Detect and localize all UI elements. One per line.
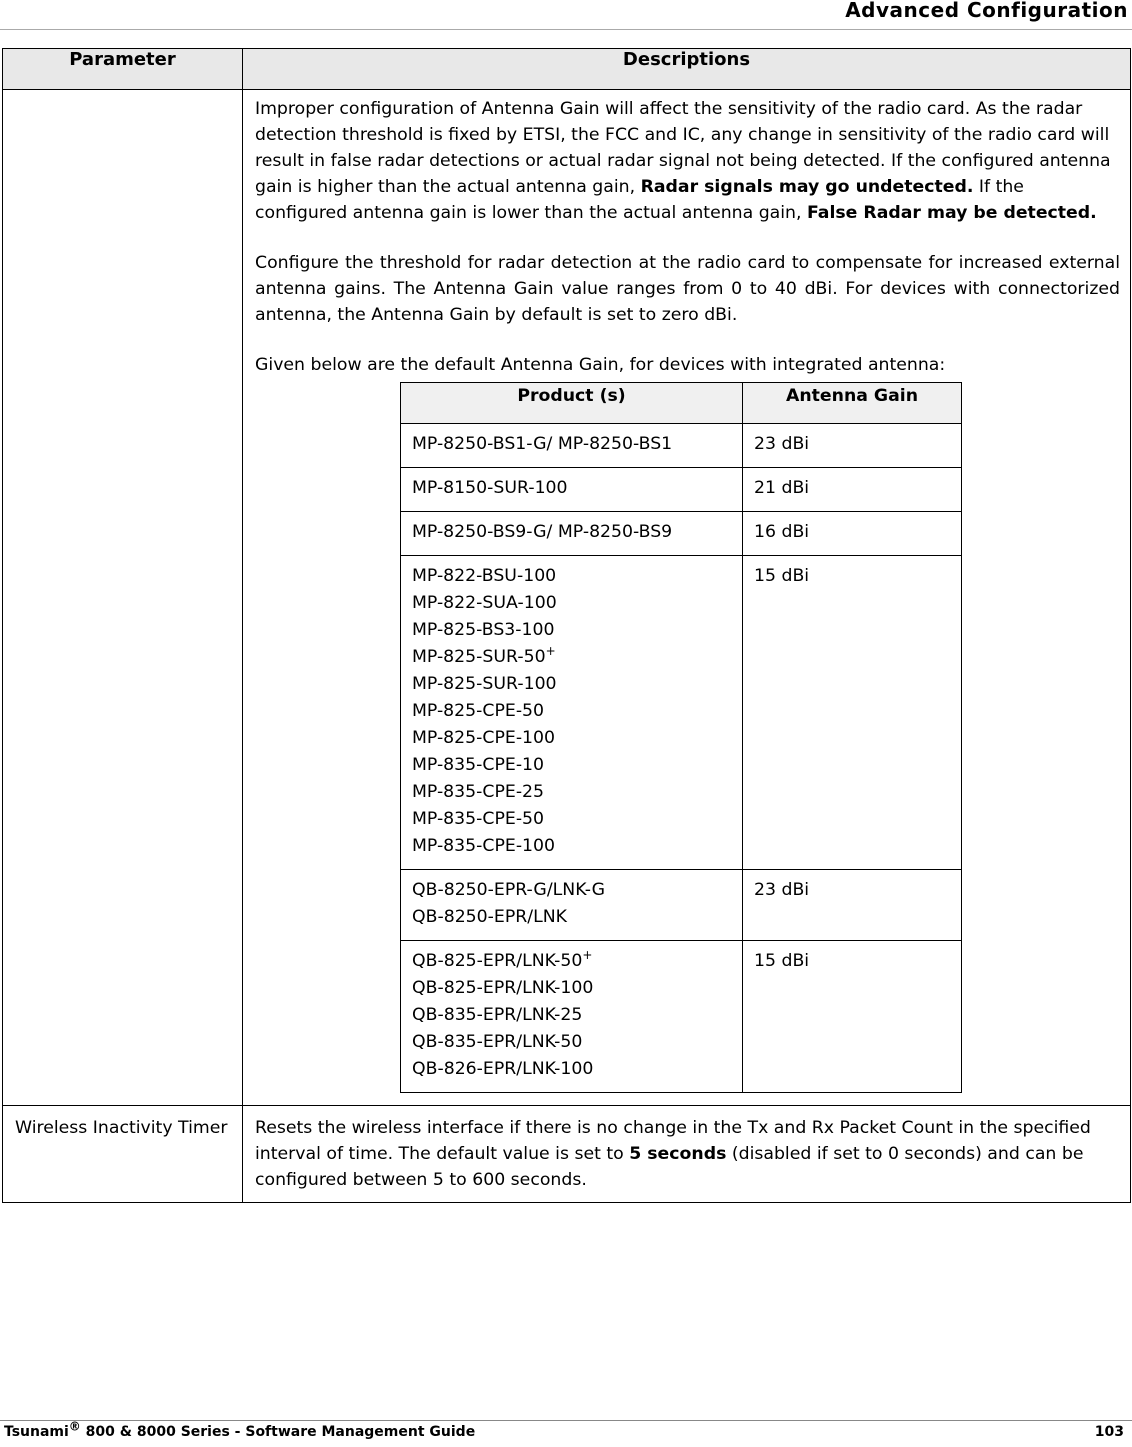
antenna-warning-paragraph: Improper configuration of Antenna Gain will affect the sensitivity of the radio card. As the radar detection threshold is fixed by ETSI, the FCC and IC, any change in sensitivity of the radio card will result in false radar detections or actual radar signal not being detected. If the configured antenna gain is higher than the actual antenna gain, Radar signals may go undetected. If the configured antenna gain is lower than the actual antenna gain, False Radar may be detected. — [255, 99, 1111, 223]
antenna-gain-cell: 23 dBi — [743, 870, 962, 941]
product-name: QB-825-EPR/LNK-50 — [412, 951, 583, 971]
page-header-title: Advanced Configuration — [845, 0, 1128, 22]
product-name: MP-825-SUR-100 — [412, 674, 557, 694]
product-name: QB-825-EPR/LNK-100 — [412, 978, 594, 998]
antenna-gain-cell: 16 dBi — [743, 512, 962, 556]
gain-table-row — [401, 468, 962, 512]
product-name: MP-835-CPE-10 — [412, 755, 545, 775]
product-name: MP-825-SUR-50 — [412, 647, 546, 667]
footer-guide-title: Tsunami® 800 & 8000 Series - Software Management Guide — [4, 1419, 476, 1440]
antenna-gain-cell: 21 dBi — [743, 468, 962, 512]
footer-divider — [0, 1420, 1132, 1421]
gain-table-header-row — [401, 383, 962, 424]
parameter-name: Wireless Inactivity Timer — [3, 1106, 243, 1203]
product-name: MP-825-CPE-100 — [412, 728, 556, 748]
product-name: MP-8250-BS9-G/ MP-8250-BS9 — [412, 522, 673, 542]
product-name: MP-825-BS3-100 — [412, 620, 555, 640]
column-header-descriptions: Descriptions — [243, 49, 1131, 90]
column-header-antenna-gain: Antenna Gain — [743, 383, 962, 424]
parameter-description: Resets the wireless interface if there is no change in the Tx and Rx Packet Count in the specified interval of time. The default value is set to 5 seconds (disabled if set to 0 seconds) and can be configured between 5 to 600 seconds. — [243, 1106, 1131, 1203]
antenna-threshold-paragraph: Configure the threshold for radar detection at the radio card to compensate for increased external antenna gains. The Antenna Gain value ranges from 0 to 40 dBi. For devices with connectorized antenna, the Antenna Gain by default is set to zero dBi. — [255, 253, 1120, 325]
column-header-parameter: Parameter — [3, 49, 243, 90]
product-cell — [401, 424, 743, 468]
product-name: MP-835-CPE-50 — [412, 809, 545, 829]
header-divider — [0, 29, 1132, 30]
product-name: MP-825-CPE-50 — [412, 701, 545, 721]
antenna-gain-table — [400, 382, 962, 1093]
product-name: MP-835-CPE-100 — [412, 836, 556, 856]
table-header-row — [3, 49, 1131, 90]
table-row-antenna-gain — [3, 90, 1131, 1106]
product-name: QB-835-EPR/LNK-25 — [412, 1005, 583, 1025]
gain-table-row — [401, 870, 962, 941]
parameter-table — [2, 48, 1131, 1203]
gain-table-row — [401, 941, 962, 1093]
product-cell — [401, 512, 743, 556]
product-name: MP-8250-BS1-G/ MP-8250-BS1 — [412, 434, 673, 454]
antenna-gain-cell: 15 dBi — [743, 556, 962, 870]
product-name: QB-8250-EPR/LNK — [412, 907, 567, 927]
antenna-gain-cell: 23 dBi — [743, 424, 962, 468]
description-cell — [243, 90, 1131, 1106]
product-cell — [401, 468, 743, 512]
product-cell — [401, 556, 743, 870]
plus-mark: + — [582, 948, 593, 963]
table-row-wireless-inactivity-timer — [3, 1106, 1131, 1203]
product-name: MP-822-BSU-100 — [412, 566, 557, 586]
product-name: QB-826-EPR/LNK-100 — [412, 1059, 594, 1079]
product-name: QB-8250-EPR-G/LNK-G — [412, 880, 605, 900]
gain-table-row — [401, 556, 962, 870]
column-header-product: Product (s) — [401, 383, 743, 424]
plus-mark: + — [545, 644, 556, 659]
product-cell — [401, 941, 743, 1093]
gain-table-row — [401, 424, 962, 468]
parameter-cell — [3, 90, 243, 1106]
product-name: MP-8150-SUR-100 — [412, 478, 568, 498]
antenna-default-intro: Given below are the default Antenna Gain, for devices with integrated antenna: — [255, 355, 946, 375]
antenna-gain-cell: 15 dBi — [743, 941, 962, 1093]
product-cell — [401, 870, 743, 941]
footer-page-number: 103 — [1094, 1424, 1124, 1440]
product-name: MP-822-SUA-100 — [412, 593, 557, 613]
product-name: MP-835-CPE-25 — [412, 782, 545, 802]
gain-table-row — [401, 512, 962, 556]
product-name: QB-835-EPR/LNK-50 — [412, 1032, 583, 1052]
